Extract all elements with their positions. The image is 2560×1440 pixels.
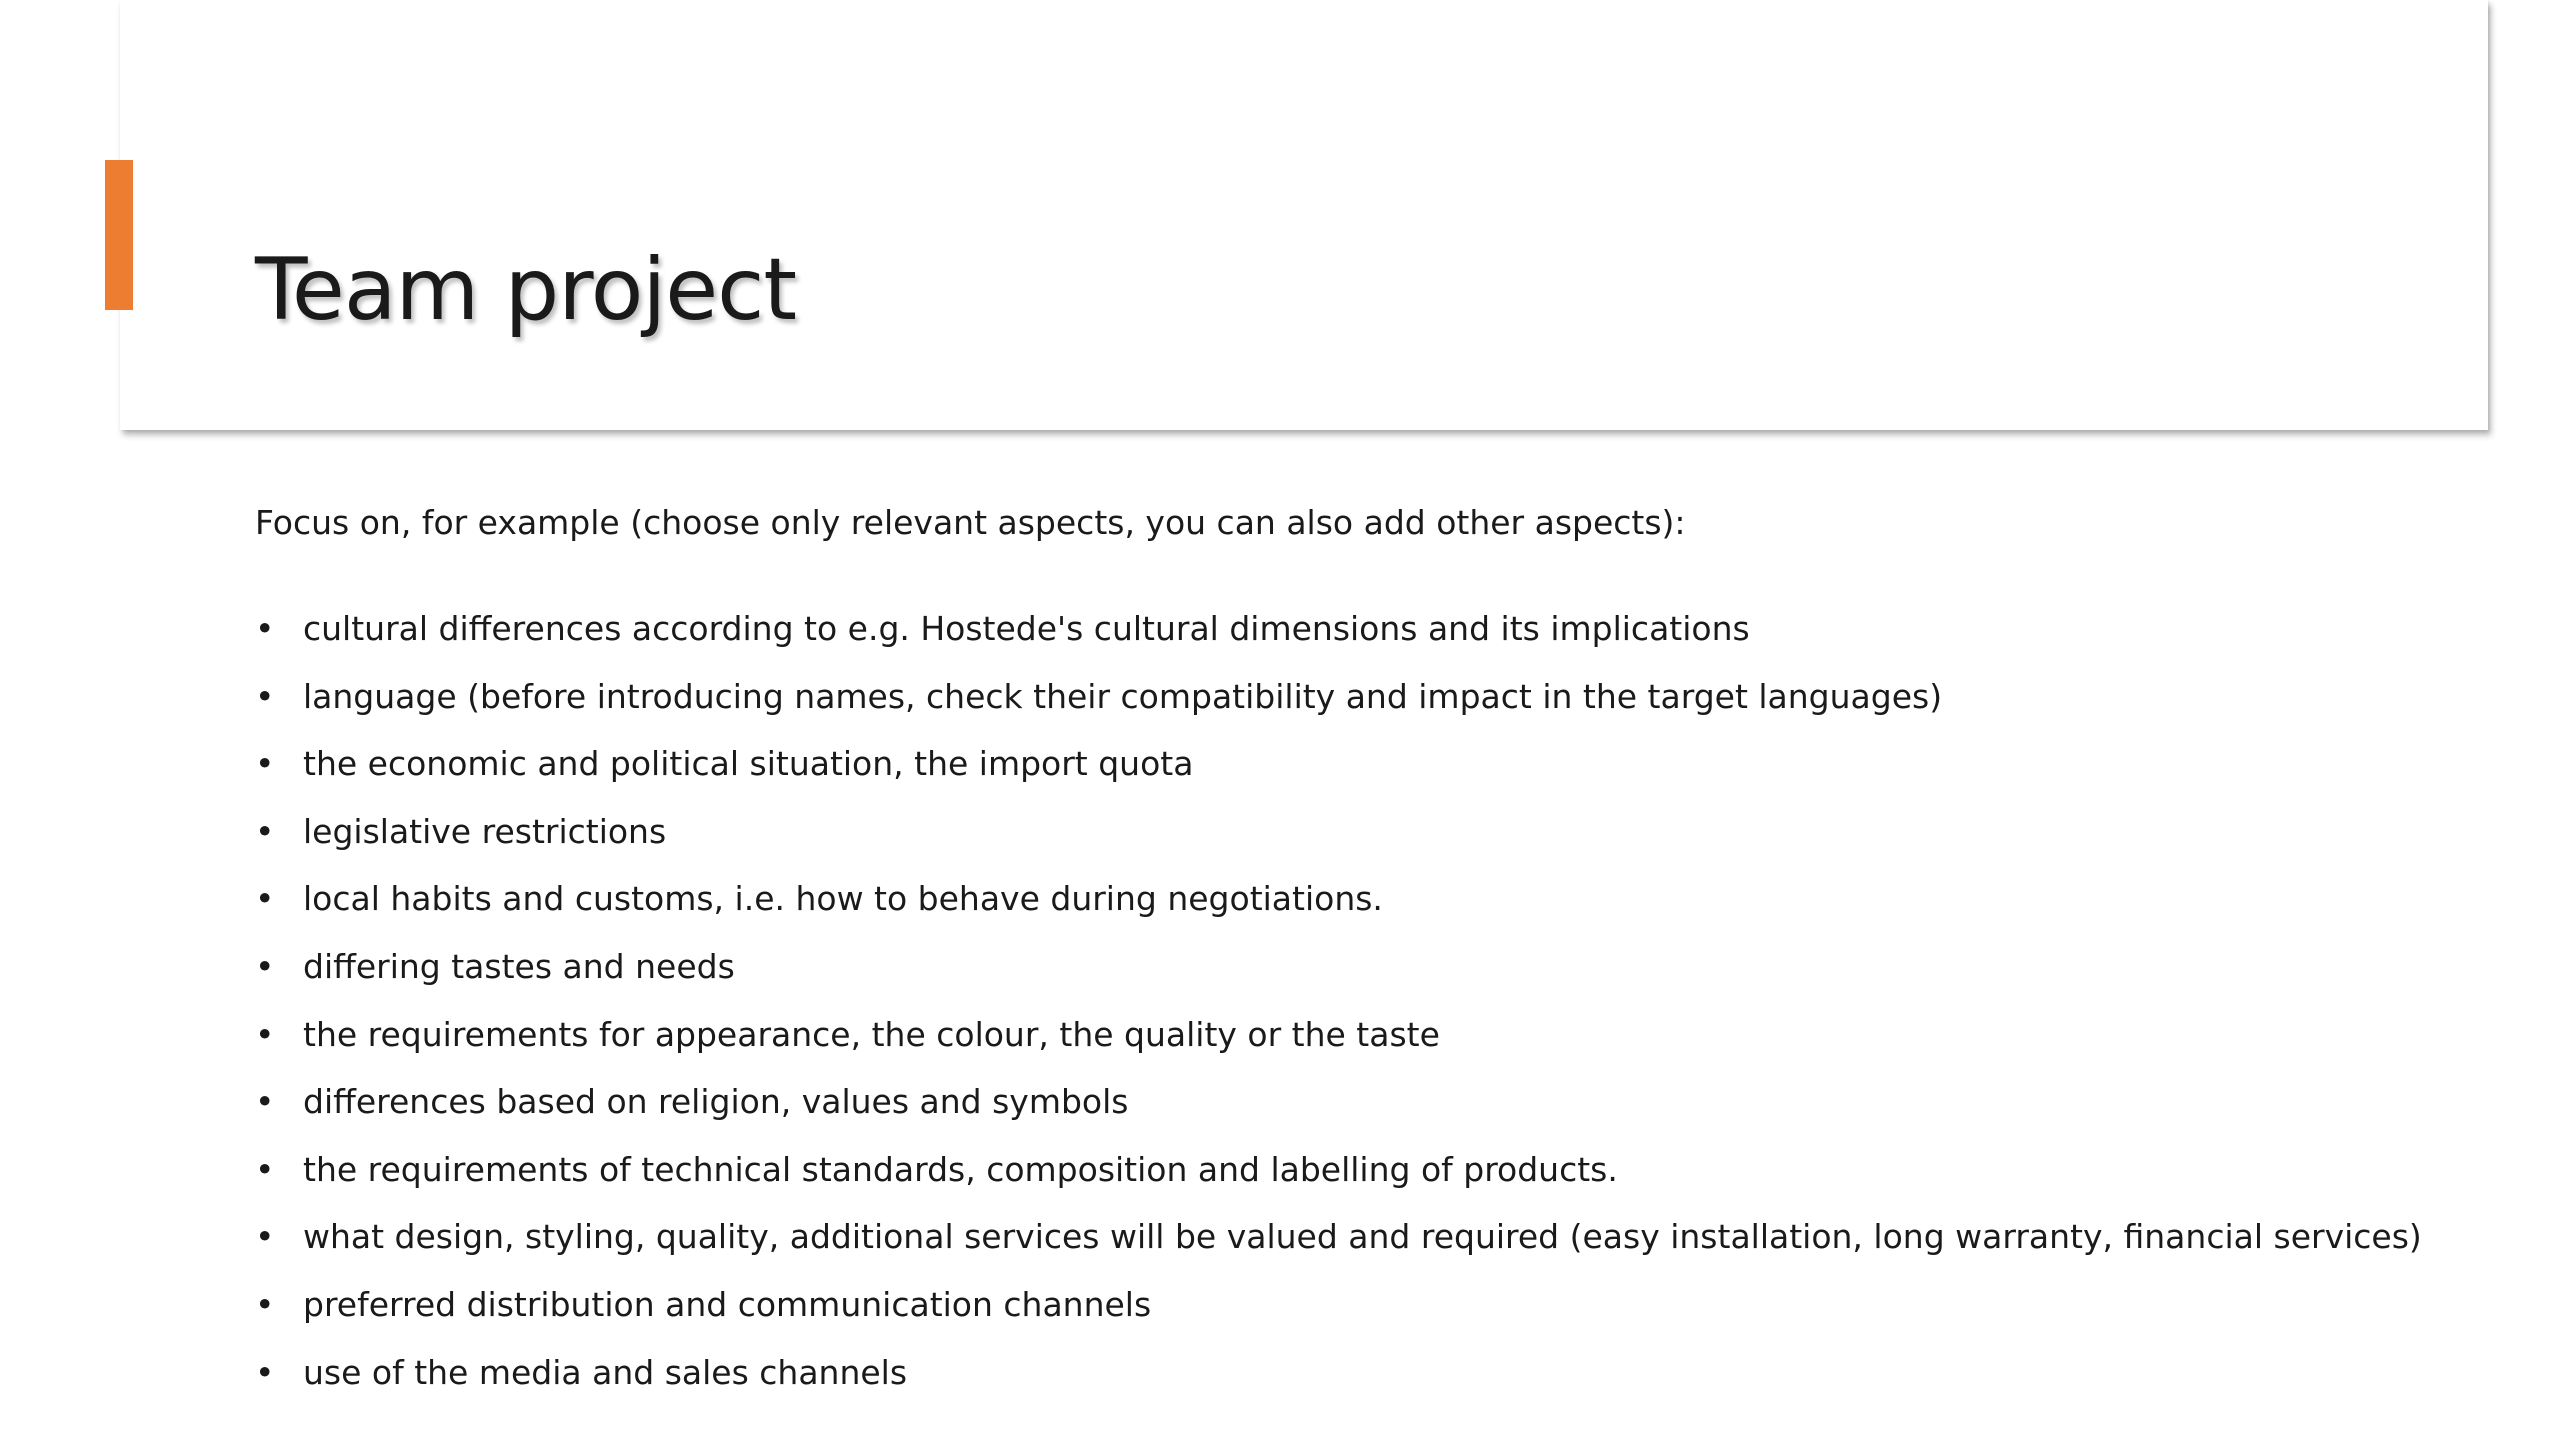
bullet-icon: • [255,1217,275,1257]
bullet-icon: • [255,879,275,919]
accent-bar [105,160,133,310]
bullet-icon: • [255,1014,275,1054]
list-item [255,1348,2455,1416]
bullet-icon: • [255,744,275,784]
list-item [255,1145,2455,1213]
list-item-text: differences based on religion, values and symbols [303,1082,1129,1122]
list-item-text: legislative restrictions [303,811,667,851]
bullet-icon: • [255,946,275,986]
bullet-list [255,604,2455,1415]
list-item-text: the economic and political situation, the import quota [303,744,1194,784]
intro-text: Focus on, for example (choose only relevant aspects, you can also add other aspects): [255,503,1686,542]
title-panel [120,0,2488,430]
list-item-text: cultural differences according to e.g. Hostede's cultural dimensions and its implications [303,609,1750,648]
bullet-icon: • [255,609,275,648]
bullet-icon: • [255,1352,275,1392]
list-item-text: the requirements of technical standards, composition and labelling of products. [303,1149,1618,1189]
bullet-icon: • [255,676,275,716]
list-item [255,942,2455,1010]
list-item [255,1280,2455,1348]
list-item-text: use of the media and sales channels [303,1352,908,1392]
list-item [255,874,2455,942]
list-item-text: preferred distribution and communication channels [303,1284,1152,1324]
list-item [255,672,2455,740]
list-item [255,1010,2455,1078]
bullet-icon: • [255,1149,275,1189]
slide-title: Team project [255,240,797,340]
list-item-text: differing tastes and needs [303,946,735,986]
list-item [255,807,2455,875]
list-item [255,1212,2455,1280]
bullet-icon: • [255,1082,275,1122]
list-item-text: language (before introducing names, check their compatibility and impact in the target languages) [303,676,1943,716]
list-item-text: the requirements for appearance, the colour, the quality or the taste [303,1014,1440,1054]
list-item-text: what design, styling, quality, additional services will be valued and required (easy installation, long warranty, financial services) [303,1217,2422,1257]
bullet-icon: • [255,1284,275,1324]
list-item-text: local habits and customs, i.e. how to behave during negotiations. [303,879,1383,919]
list-item [255,739,2455,807]
bullet-icon: • [255,811,275,851]
list-item [255,1077,2455,1145]
list-item [255,604,2455,672]
